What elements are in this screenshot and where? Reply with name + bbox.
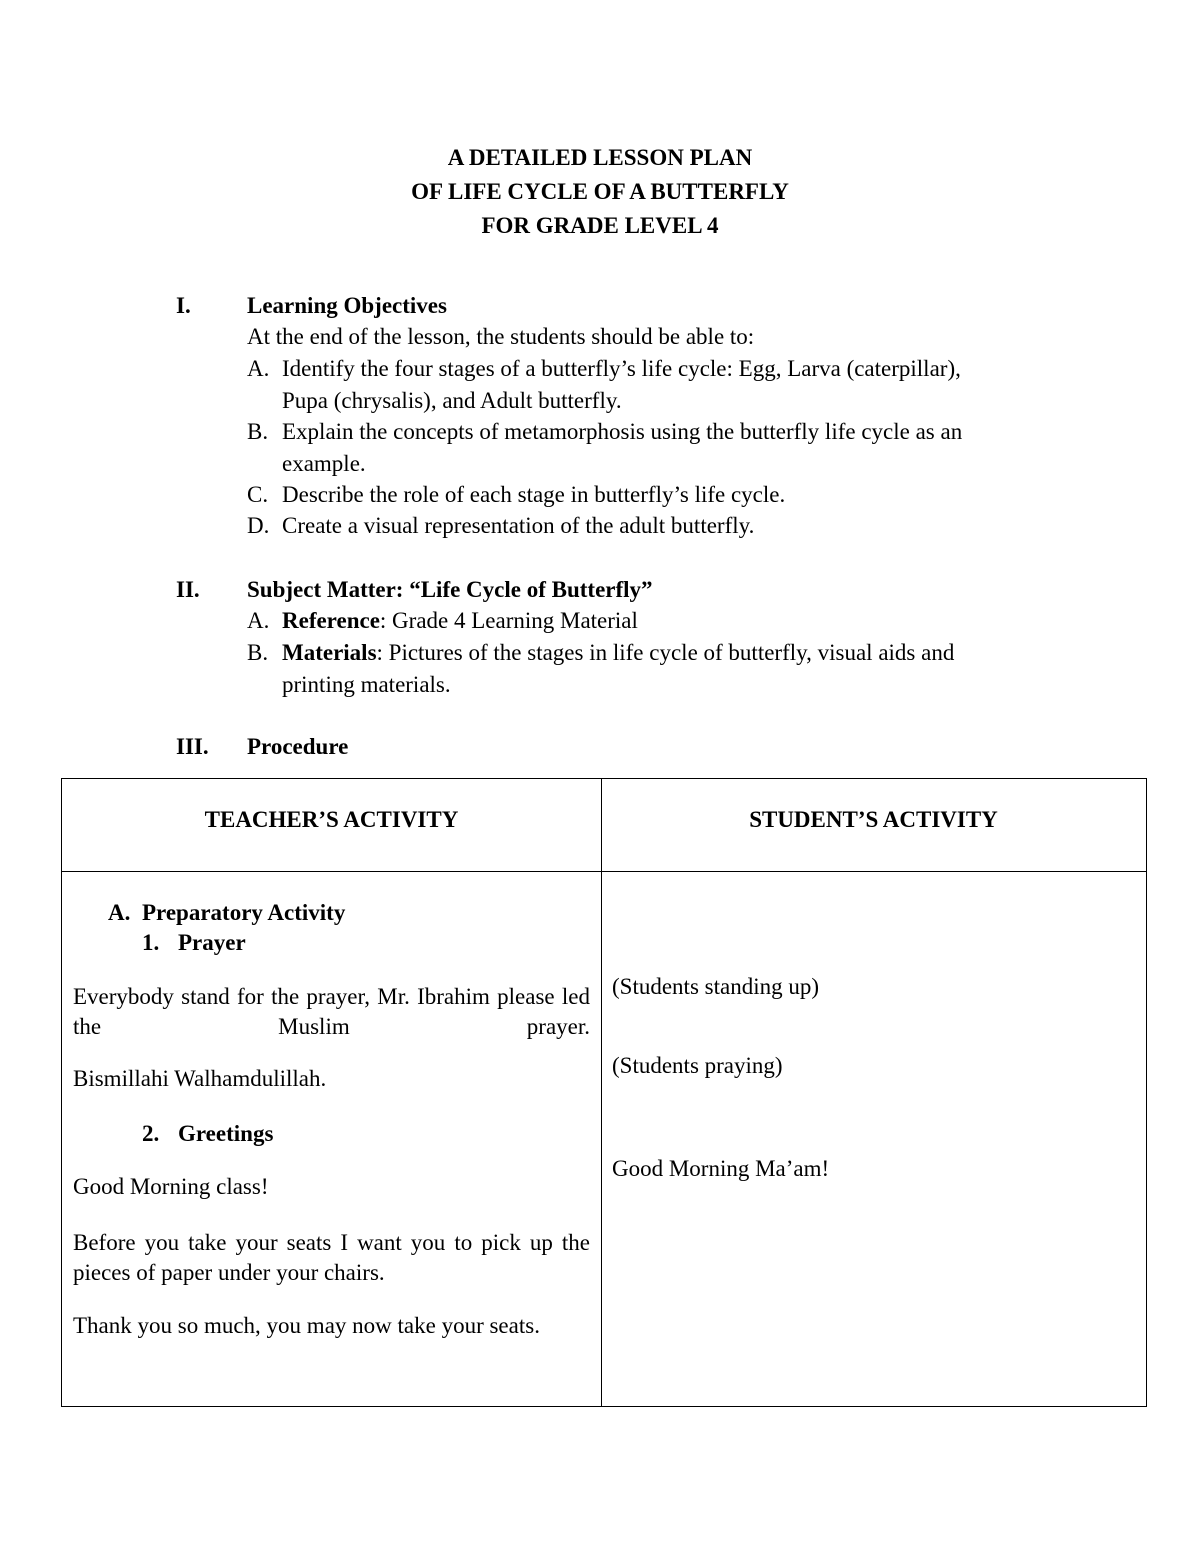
materials-label: Materials [282,640,377,665]
objective-a-letter: A. [247,356,270,381]
section-1-numeral: I. [176,293,191,318]
objective-b-line-2: example. [282,451,366,476]
teacher-thank-you: Thank you so much, you may now take your seats. [73,1313,540,1338]
reference-value: : Grade 4 Learning Material [379,608,638,633]
teacher-bismillah: Bismillahi Walhamdulillah. [73,1066,327,1091]
objective-c-letter: C. [247,482,269,507]
procedure-table [61,778,1147,1407]
reference-label: Reference [282,608,380,633]
objective-b-line-1: Explain the concepts of metamorphosis using the butterfly life cycle as an [282,419,963,444]
student-praying: (Students praying) [612,1053,783,1078]
subject-a-letter: A. [247,608,270,633]
table-column-divider [601,779,602,1406]
teacher-prayer-instruction: Everybody stand for the prayer, Mr. Ibrahim please led the Muslim prayer. [73,984,590,1039]
objective-d-text: Create a visual representation of the adult butterfly. [282,513,755,538]
document-title-line-1: A DETAILED LESSON PLAN [447,145,753,170]
prep-activity-title: Preparatory Activity [142,900,346,925]
prayer-title: Prayer [178,930,246,955]
section-1-heading: Learning Objectives [247,293,447,318]
prayer-number: 1. [142,930,160,955]
objective-c-text: Describe the role of each stage in butterfly’s life cycle. [282,482,786,507]
document-title-line-3: FOR GRADE LEVEL 4 [481,213,719,238]
section-1-intro: At the end of the lesson, the students should be able to: [247,324,755,349]
teacher-pick-up-instruction: Before you take your seats I want you to pick up the pieces of paper under your chairs. [73,1230,590,1285]
greetings-number: 2. [142,1121,160,1146]
section-3-heading: Procedure [247,734,349,759]
objective-d-letter: D. [247,513,270,538]
teacher-good-morning: Good Morning class! [73,1174,269,1199]
objective-a-line-2: Pupa (chrysalis), and Adult butterfly. [282,388,622,413]
student-good-morning: Good Morning Ma’am! [612,1156,830,1181]
student-standing-up: (Students standing up) [612,974,819,999]
subject-materials [282,640,954,666]
section-3-numeral: III. [176,734,209,759]
section-2-numeral: II. [176,577,200,602]
objective-a-line-1: Identify the four stages of a butterfly’s life cycle: Egg, Larva (caterpillar), [282,356,961,381]
greetings-title: Greetings [178,1121,274,1146]
teacher-activity-header: TEACHER’S ACTIVITY [204,807,459,832]
subject-b-letter: B. [247,640,269,665]
student-activity-header: STUDENT’S ACTIVITY [749,807,998,832]
materials-value: : Pictures of the stages in life cycle of butterfly, visual aids and [376,640,955,665]
section-2-heading: Subject Matter: “Life Cycle of Butterfly” [247,577,653,602]
prep-activity-letter: A. [108,900,131,925]
subject-materials-line-2: printing materials. [282,672,451,697]
objective-b-letter: B. [247,419,269,444]
document-title-line-2: OF LIFE CYCLE OF A BUTTERFLY [411,179,789,204]
subject-reference [282,608,638,634]
table-header-divider [62,871,1146,872]
